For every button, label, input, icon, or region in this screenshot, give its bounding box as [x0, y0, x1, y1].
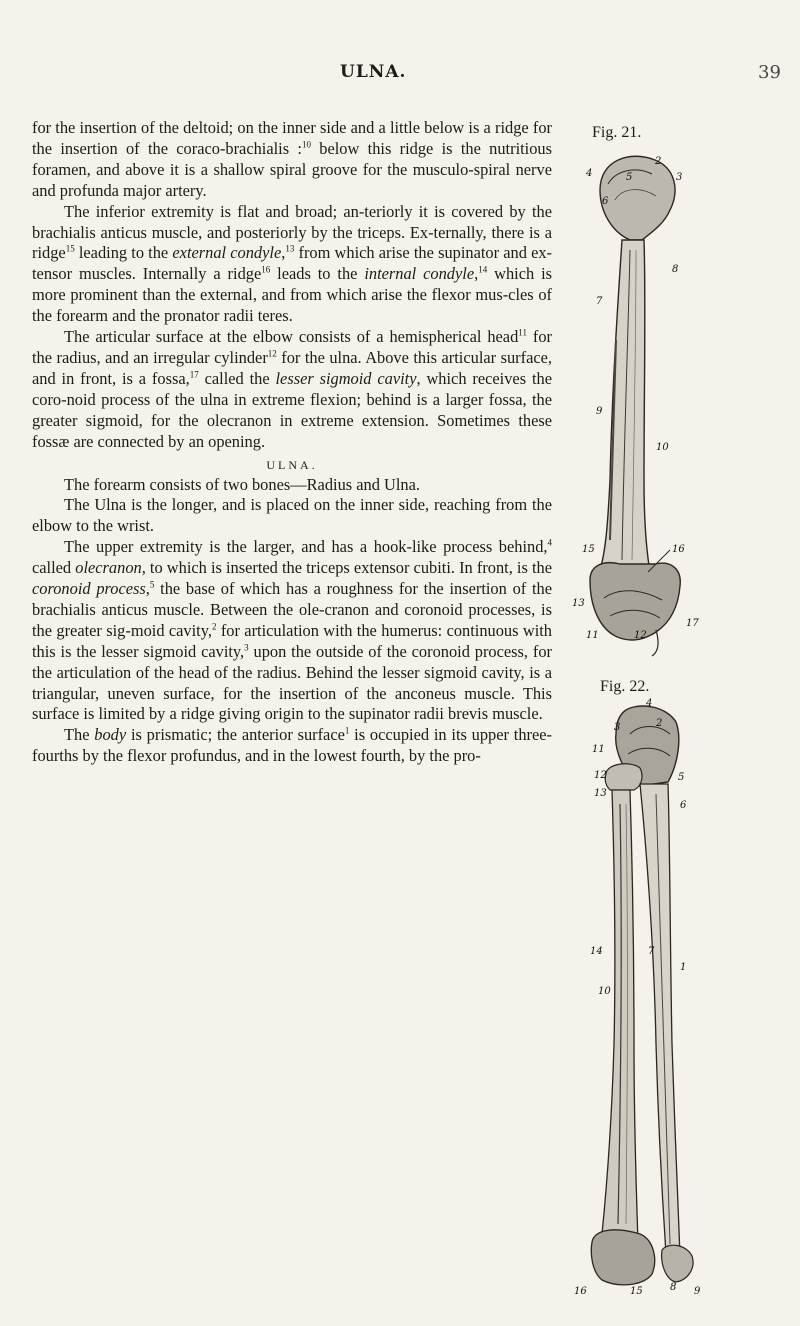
figure-label: 7 — [648, 946, 655, 957]
figure-label: 4 — [646, 698, 653, 709]
figure-label: 8 — [670, 1282, 677, 1293]
running-head — [0, 62, 800, 86]
figure-label: 9 — [596, 406, 603, 417]
figure-label: 13 — [572, 598, 585, 609]
figure-label: 16 — [574, 1286, 587, 1297]
figure-label: 9 — [694, 1286, 701, 1297]
figure-22-caption: Fig. 22. — [600, 678, 650, 695]
figure-label: 6 — [602, 196, 609, 207]
figure-label: 11 — [586, 630, 599, 641]
figure-label: 5 — [626, 172, 633, 183]
paragraph: The articular surface at the elbow consists of a hemispherical head$^{11}$ for the radius, and an irregular cylinder$^{12}$ for the ulna. Above this articular surface, and in front, is a fossa,$^{17}$ called the lesser sigmoid cavity, which receives the coro-noid process of the ulna in extreme flexion; behind is a larger fossa, the greater sigmoid, for the olecranon in extreme extension. Sometimes these fossæ are connected by an opening. — [32, 327, 552, 451]
figure-label: 2 — [655, 156, 662, 167]
figure-label: 12 — [634, 630, 647, 641]
paragraph: The forearm consists of two bones—Radius and Ulna. — [64, 474, 420, 494]
paragraph: The Ulna is the longer, and is placed on the inner side, reaching from the elbow to the wrist. — [32, 495, 552, 536]
figure-label: 11 — [592, 744, 605, 755]
figure-label: 12 — [594, 770, 607, 781]
figure-label: 1 — [680, 962, 687, 973]
body-text — [32, 118, 552, 767]
figure-label: 2 — [656, 718, 663, 729]
figure-label: 10 — [656, 442, 669, 453]
figure-label: 13 — [594, 788, 607, 799]
figure-label: 15 — [582, 544, 595, 555]
paragraph: The inferior extremity is flat and broad; an-teriorly it is covered by the brachialis anticus muscle, and posteriorly by the triceps. Ex-ternally, there is a ridge$^{15}$ leading to the external condyle,$^{13}$ from which arise the supinator and ex-tensor muscles. Internally a ridge$^{16}$ leads to the internal condyle,$^{14}$ which is more prominent than the external, and from which arise the flexor mus-cles of the forearm and the pronator radii teres. — [32, 201, 553, 326]
figure-label: 10 — [598, 986, 611, 997]
page-number: 39 — [758, 62, 781, 83]
figure-label: 3 — [676, 172, 683, 183]
section-heading: ULNA. — [266, 457, 318, 472]
figure-label: 4 — [586, 168, 593, 179]
paragraph: for the insertion of the deltoid; on the inner side and a little below is a ridge for the insertion of the coraco-brachialis :$^{10}$ below this ridge is the nutritious foramen, and above it is a shallow spiral groove for the musculo-spiral nerve and profunda major artery. — [32, 118, 553, 200]
paragraph: The upper extremity is the larger, and has a hook-like process behind,$^4$ called olecranon, to which is inserted the triceps extensor cubiti. In front, is the coronoid process,$^5$ the base of which has a roughness for the insertion of the brachialis anticus muscle. Between the ole-cranon and coronoid processes, is the greater sig-moid cavity,$^2$ for articulation with the humerus: continuous with this is the lesser sigmoid cavity,$^3$ upon the outside of the coronoid process, for the articulation of the head of the radius. Behind the lesser sigmoid cavity, is a triangular, uneven surface, for the insertion of the anconeus muscle. This surface is limited by a ridge giving origin to the supinator radii brevis muscle. — [32, 537, 552, 724]
figure-label: 16 — [672, 544, 685, 555]
figure-label: 8 — [672, 264, 679, 275]
paragraph: The body is prismatic; the anterior surface$^1$ is occupied in its upper three-fourths by the flexor profundus, and in the lowest fourth, by the pro- — [32, 725, 552, 766]
figure-label: 3 — [614, 722, 621, 733]
figure-label: 5 — [678, 772, 685, 783]
figure-label: 15 — [630, 1286, 643, 1297]
figure-21-caption: Fig. 21. — [592, 124, 642, 141]
figure-22-ulna-radius-illustration — [570, 694, 710, 1298]
figure-21-humerus-illustration — [560, 140, 710, 660]
figure-label: 14 — [590, 946, 603, 957]
figure-label: 7 — [596, 296, 603, 307]
running-title: ULNA. — [340, 62, 407, 82]
figure-label: 17 — [686, 618, 699, 629]
figure-label: 6 — [680, 800, 687, 811]
